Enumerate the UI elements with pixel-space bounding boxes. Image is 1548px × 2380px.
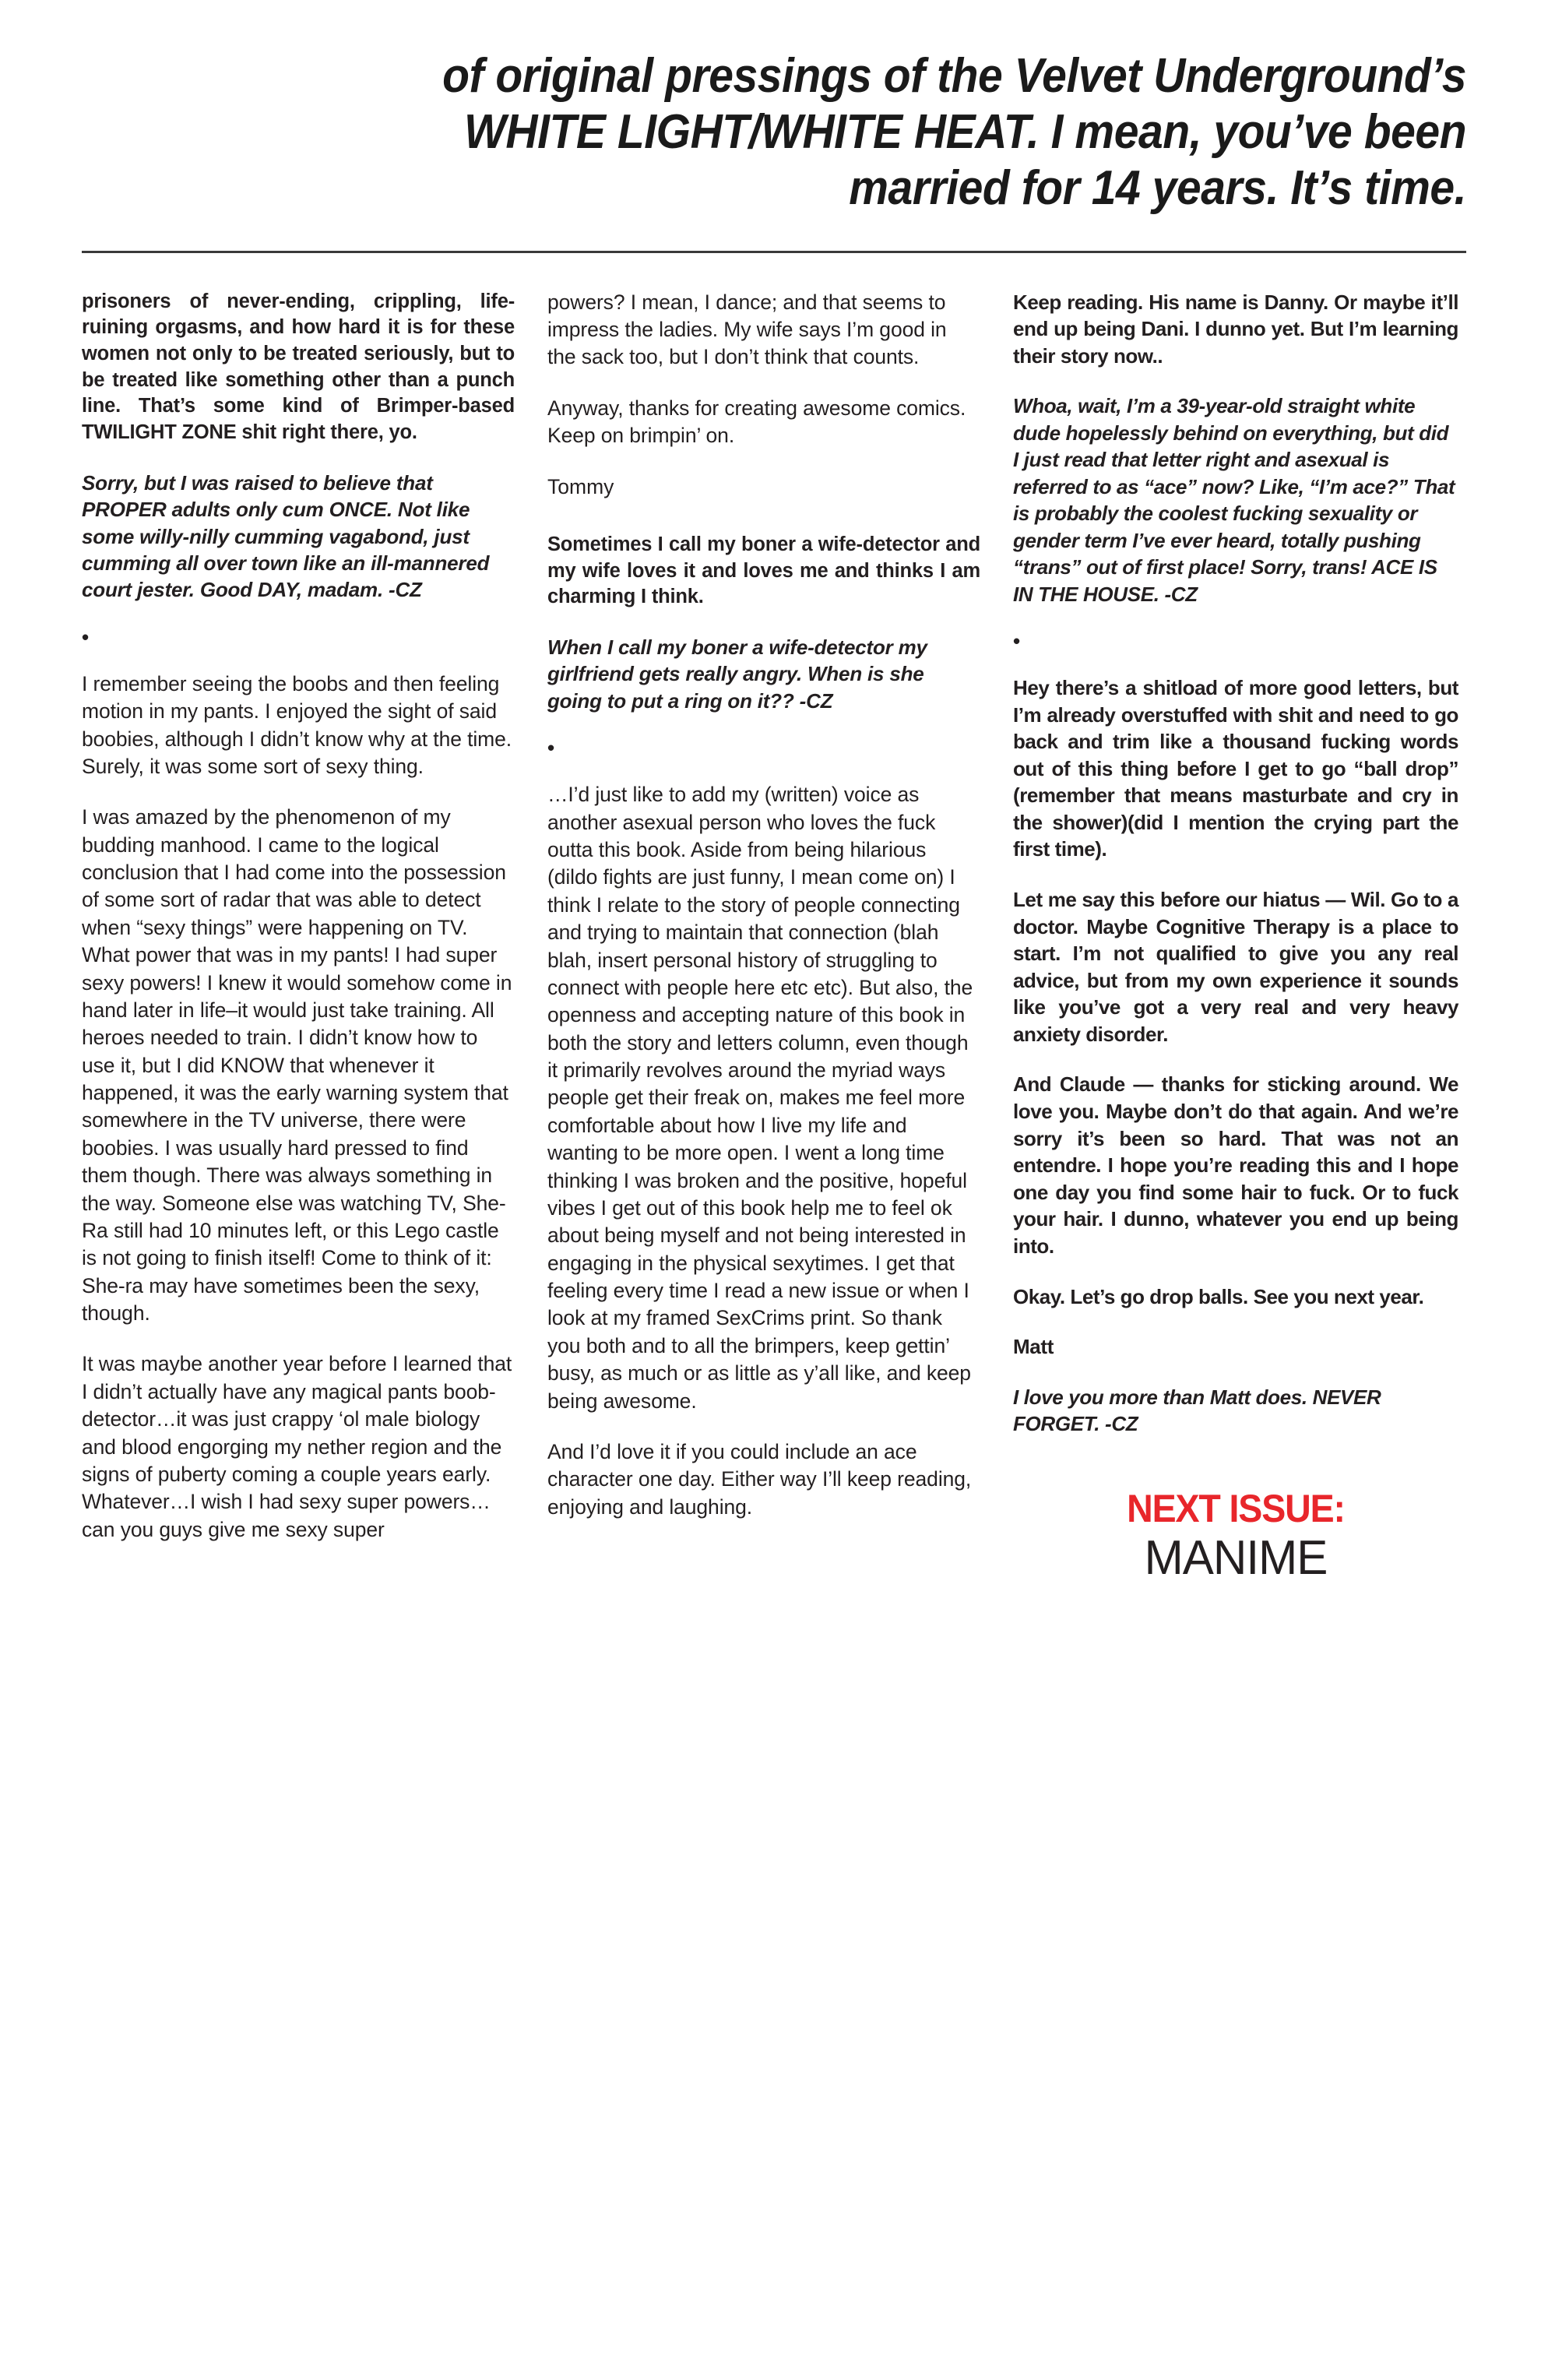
bullet-glyph: • (1013, 628, 1021, 653)
section-bullet-separator (1013, 628, 1458, 653)
editor-note-paragraph: And Claude — thanks for sticking around. We love you. Maybe don’t do that again. And we’re sorry it’s been so hard. That was not an entendre. I hope you’re reading this and I hope one day you find some hair to fuck. Or to fuck your hair. I dunno, whatever you end up being into. (1013, 1072, 1458, 1258)
letter-text-bold: Sometimes I call my boner a wife-detector and my wife loves it and loves me and thinks I am charming I think. (547, 533, 980, 608)
section-bullet-separator (547, 738, 980, 758)
column-3 (1013, 289, 1458, 1585)
header-divider (82, 251, 1466, 253)
next-issue-block (1013, 1486, 1458, 1585)
section-bullet-separator (82, 627, 515, 647)
editor-reply-cz-1: Sorry, but I was raised to believe that PROPER adults only cum ONCE. Not like some willy-nilly cumming vagabond, just cumming all over town like an ill-mannered court jester. Good DAY, madam. -CZ (82, 470, 490, 602)
letter-paragraph: I was amazed by the phenomenon of my budding manhood. I came to the logical conclusion that I had come into the possession of some sort of radar that was able to detect when “sexy things” were happening on TV. What power that was in my pants! I had super sexy powers! I knew it would somehow come in hand later in life–it would just take training. All heroes needed to train. I didn’t know how to use it, but I did KNOW that whenever it happened, it was the early warning system that somewhere in the TV universe, there were boobies. I was usually hard pressed to find them though. There was always something in the way. Someone else was watching TV, She-Ra still had 10 minutes left, or this Lego castle is not going to finish itself! Come to think of it: She-ra may have sometimes been the sexy, though. (82, 805, 512, 1326)
letter-paragraph: Anyway, thanks for creating awesome comics. Keep on brimpin’ on. (547, 396, 966, 448)
letter-paragraph: …I’d just like to add my (written) voice as another asexual person who loves the fuck outta this book. Aside from being hilarious (dildo fights are just funny, I mean come on) I think I relate to the story of people connecting and trying to maintain that connection (blah blah, insert personal history of struggling to connect with people here etc etc). But also, the openness and accepting nature of this book in both the story and letters column, even though it primarily revolves around the myriad ways people get their freak on, makes me feel more comfortable about how I live my life and wanting to be more open. I went a long time thinking I was broken and the positive, hopeful vibes I get out of this book help me to feel ok about being myself and not being interested in engaging in the physical sexytimes. I get that feeling every time I read a new issue or when I look at my framed SexCrims print. So thank you both and to all the brimpers, keep gettin’ busy, as much or as little as y’all like, and keep being awesome. (547, 783, 973, 1413)
editor-note-paragraph: Hey there’s a shitload of more good letters, but I’m already overstuffed with shit and need to go back and trim like a thousand fucking words out of this thing before I get to go “ball drop” (remember that means masturbate and cry in the shower)(did I mention the crying part the first time). (1013, 675, 1458, 861)
editor-reply-cz-4: I love you more than Matt does. NEVER FORGET. -CZ (1013, 1385, 1381, 1436)
letter-signature: Tommy (547, 474, 614, 498)
bullet-glyph: • (82, 625, 90, 649)
letters-columns (82, 289, 1466, 1585)
letter-text-bold: Keep reading. His name is Danny. Or maybe it’ll end up being Dani. I dunno yet. But I’m learning their story now.. (1013, 290, 1458, 368)
masthead-line-2: WHITE LIGHT/WHITE HEAT. I mean, you’ve been (464, 104, 1466, 159)
column-2 (547, 289, 980, 1521)
masthead (82, 0, 1466, 217)
editor-reply-cz-3: Whoa, wait, I’m a 39-year-old straight white dude hopelessly behind on everything, but did I just read that letter right and asexual is referred to as “ace” now? Like, “I’m ace?” That is probably the coolest fucking sexuality or gender term I’ve ever heard, totally pushing “trans” out of first place! Sorry, trans! ACE IS IN THE HOUSE. -CZ (1013, 394, 1455, 606)
letter-text-bold-continued: prisoners of never-ending, crippling, life-ruining orgasms, and how hard it is for these women not only to be treated seriously, but to be treated like something other than a punch line. That’s some kind of Brimper-based TWILIGHT ZONE shit right there, yo. (82, 290, 515, 443)
letter-paragraph: It was maybe another year before I learned that I didn’t actually have any magical pants boob-detector…it was just crappy ‘ol male biology and blood engorging my nether region and the signs of puberty coming a couple years early. Whatever…I wish I had sexy super powers… can you guys give me sexy super (82, 1352, 512, 1541)
letter-paragraph: And I’d love it if you could include an ace character one day. Either way I’ll keep reading, enjoying and laughing. (547, 1439, 972, 1519)
column-1 (82, 289, 515, 1544)
next-issue-label: NEXT ISSUE: (1127, 1486, 1345, 1530)
next-issue-title: MANIME (1144, 1530, 1328, 1585)
editor-reply-cz-2: When I call my boner a wife-detector my girlfriend gets really angry. When is she going to put a ring on it?? -CZ (547, 635, 927, 713)
editor-note-paragraph: Let me say this before our hiatus — Wil. Go to a doctor. Maybe Cognitive Therapy is a place to start. I’m not qualified to give you any real advice, but from my own experience it sounds like you’ve got a very real and very heavy anxiety disorder. (1013, 888, 1458, 1046)
masthead-line-1: of original pressings of the Velvet Underground’s (442, 49, 1466, 103)
masthead-line-3: married for 14 years. It’s time. (849, 160, 1466, 215)
letter-paragraph: powers? I mean, I dance; and that seems to impress the ladies. My wife says I’m good in the sack too, but I don’t think that counts. (547, 290, 947, 369)
bullet-glyph: • (547, 736, 555, 760)
editor-signature: Matt (1013, 1335, 1054, 1359)
editor-note-paragraph: Okay. Let’s go drop balls. See you next year. (1013, 1284, 1424, 1308)
letter-paragraph: I remember seeing the boobs and then feeling motion in my pants. I enjoyed the sight of said boobies, although I didn’t know why at the time. Surely, it was some sort of sexy thing. (82, 671, 512, 778)
